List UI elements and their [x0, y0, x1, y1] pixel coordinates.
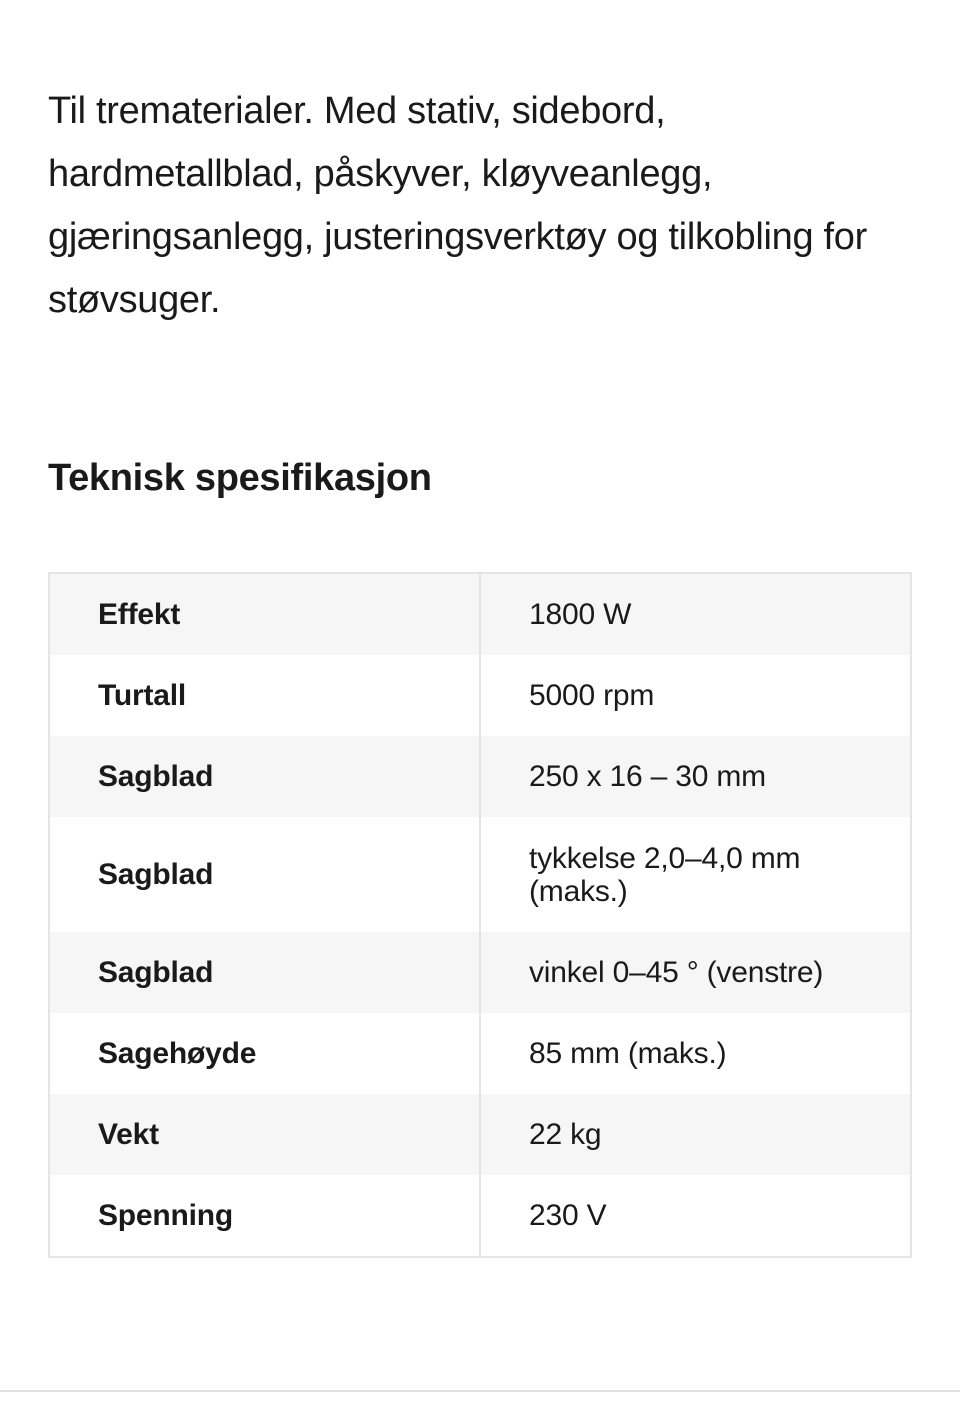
spec-label: Turtall [50, 655, 481, 736]
spec-table [48, 572, 912, 1258]
spec-label: Sagblad [50, 817, 481, 932]
product-description: Til trematerialer. Med stativ, sidebord, hardmetallblad, påskyver, kløyveanlegg, gjæringsanlegg, justeringsverktøy og tilkobling for støvsuger. [48, 90, 867, 321]
spec-value: tykkelse 2,0–4,0 mm (maks.) [529, 841, 801, 908]
spec-value: 5000 rpm [529, 679, 655, 712]
spec-label: Spenning [50, 1175, 481, 1256]
spec-label: Sagehøyde [50, 1013, 481, 1094]
spec-value: 250 x 16 – 30 mm [529, 760, 766, 793]
spec-section-title: Teknisk spesifikasjon [48, 457, 432, 499]
spec-row [50, 1094, 910, 1175]
spec-row [50, 1013, 910, 1094]
spec-value: 230 V [529, 1199, 607, 1232]
spec-value: 85 mm (maks.) [529, 1037, 727, 1070]
spec-row [50, 736, 910, 817]
spec-label: Sagblad [50, 736, 481, 817]
spec-value: vinkel 0–45 ° (venstre) [529, 956, 824, 989]
spec-label: Vekt [50, 1094, 481, 1175]
spec-row [50, 655, 910, 736]
spec-value: 22 kg [529, 1118, 602, 1151]
spec-value: 1800 W [529, 598, 632, 631]
bottom-divider [0, 1390, 960, 1392]
spec-label: Effekt [50, 574, 481, 655]
spec-label: Sagblad [50, 932, 481, 1013]
spec-row [50, 574, 910, 655]
spec-row [50, 932, 910, 1013]
spec-row [50, 1175, 910, 1256]
spec-row [50, 817, 910, 932]
